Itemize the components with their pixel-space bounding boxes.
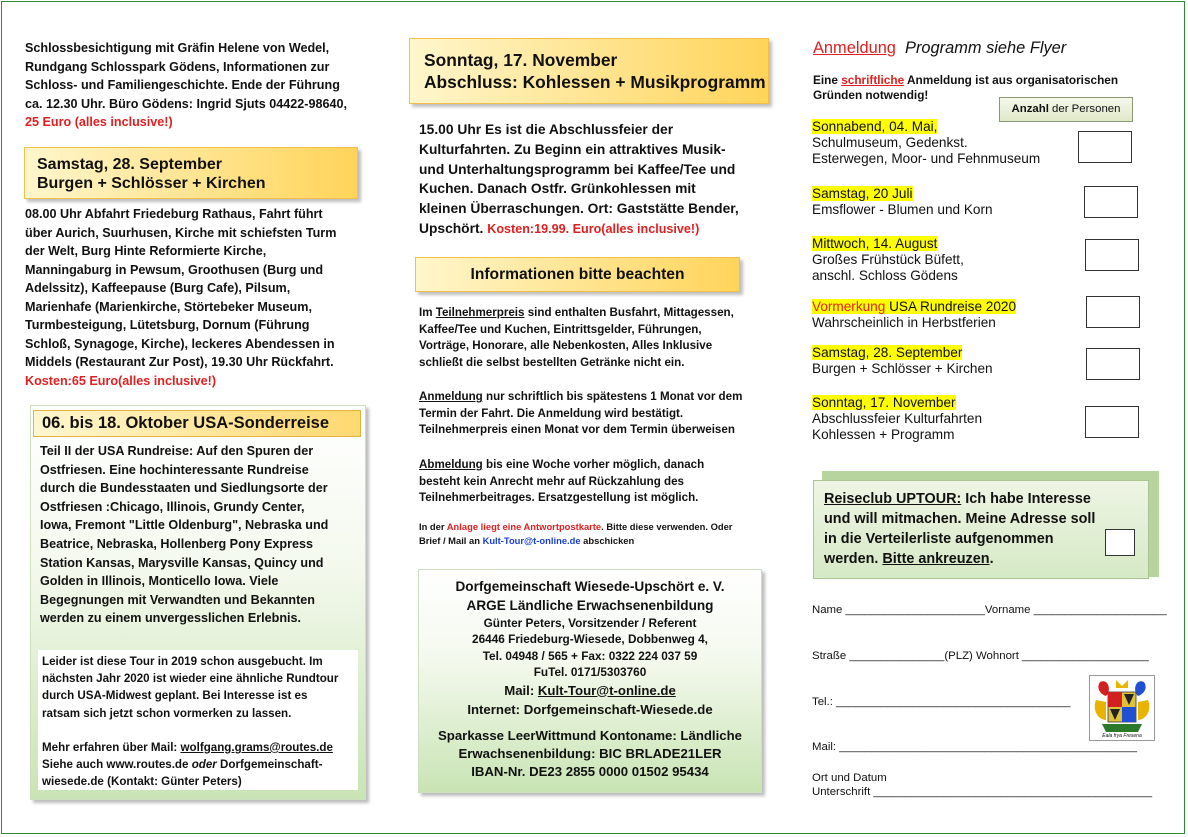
text-line: Teilnehmerpreis einen Monat vor dem Termin überweisen: [419, 423, 735, 437]
text-line: Teilnehmerbeitrages. Ersatzgestellung ist möglich.: [419, 491, 699, 505]
event-line: Esterwegen, Moor- und Fehnmuseum: [812, 151, 1041, 166]
event-date: Sonnabend, 04. Mai,: [812, 119, 938, 134]
text-line: Vorträge, Honorare, alle Nebenkosten, Alles Inklusive: [419, 339, 713, 353]
text-line: ratsam sich jetzt schon vormerken zu lassen.: [42, 706, 292, 720]
event-date: Samstag, 28. September: [812, 345, 963, 360]
text-line: ca. 12.30 Uhr. Büro Gödens: Ingrid Sjuts 04422-98640,: [25, 96, 347, 111]
text-line: sind enthalten Busfahrt, Mittagessen,: [524, 306, 734, 319]
text-line: Ostfriesen. Eine hochinteressante Rundreise: [40, 462, 309, 477]
text-line: Schloß, Synagoge, Kirche), leckeres Abendessen in: [25, 336, 335, 351]
coat-of-arms-icon: [1089, 675, 1155, 741]
text-line: Gründen notwendig!: [813, 88, 929, 102]
text-line: Beatrice, Nebraska, Hollenberg Pony Express: [40, 536, 313, 551]
text-line: Schloss- und Familiengeschichte. Ende der Führung: [25, 78, 340, 93]
text: Eine: [813, 73, 842, 87]
contact-line: 26446 Friedeburg-Wiesede, Dobbenweg 4,: [472, 632, 708, 647]
mail-label: Mail:: [504, 682, 538, 698]
more-info-oder: oder: [191, 758, 217, 772]
text-line: Kulturfahrten. Zu Beginn ein attraktives Musik-: [419, 141, 726, 157]
text-line: Begegnungen mit Verwandten und Bekannten: [40, 592, 315, 607]
event-line: Emsflower - Blumen und Korn: [812, 202, 993, 217]
text-line: Golden in Illinois, Monticello Iowa. Viele: [40, 574, 279, 589]
text: abschicken: [580, 535, 635, 546]
more-info-line-2: [42, 756, 354, 773]
persons-box-august[interactable]: [1085, 239, 1139, 271]
text-line: Iowa, Fremont "Little Oldenburg", Nebraska und: [40, 518, 329, 533]
september-title: Burgen + Schlösser + Kirchen: [37, 175, 266, 192]
text-line: bis eine Woche vorher möglich, danach: [482, 458, 705, 471]
event-line: Wahrscheinlich in Herbstferien: [812, 315, 996, 330]
november-title: Abschluss: Kohlessen + Musikprogramm: [424, 72, 766, 92]
event-september: [812, 345, 1072, 377]
info-block-4: [419, 520, 784, 548]
september-header: [24, 147, 358, 199]
text-line: Adelssitz), Kaffeepause (Burg Cafe), Pilsum,: [25, 281, 291, 295]
text-line: durch USA-Midwest geplant. Bei Interesse ist es: [42, 689, 308, 703]
text-line: Manningaburg in Pewsum, Groothusen (Burg und: [25, 262, 324, 277]
event-may: [812, 119, 1072, 167]
november-description: [419, 120, 779, 240]
event-line: Schulmuseum, Gedenkst.: [812, 135, 968, 150]
anmeldung-title: Anmeldung: [813, 39, 896, 57]
organizer-subtitle: ARGE Ländliche Erwachsenenbildung: [466, 598, 714, 613]
persons-box-usa[interactable]: [1086, 296, 1140, 328]
text-line: in die Verteilerliste aufgenommen: [824, 531, 1054, 547]
anzahl-bold: Anzahl: [1011, 103, 1049, 115]
bank-line: Erwachsenenbildung: BIC BRLADE21LER: [458, 746, 722, 762]
more-info-text: Siehe auch www.routes.de: [42, 758, 192, 772]
september-price: Kosten:65 Euro(alles inclusive!): [25, 373, 217, 388]
more-info-text: Dorfgemeinschaft-: [216, 758, 323, 772]
persons-box-july[interactable]: [1084, 186, 1138, 218]
organizer-mail-link[interactable]: Kult-Tour@t-online.de: [537, 682, 676, 698]
mail-field[interactable]: Mail: _______________________________________________: [812, 741, 1137, 753]
text-line: über Aurich, Suurhusen, Kirche mit schiefsten Turm: [25, 225, 337, 240]
persons-box-november[interactable]: [1085, 406, 1139, 438]
anlage-note: Anlage liegt eine Antwortpostkarte: [446, 521, 602, 532]
november-price: Kosten:19.99. Euro(alles inclusive!): [487, 221, 700, 236]
text-line: Middels (Restaurant Zur Post), 19.30 Uhr Rückfahrt.: [25, 355, 334, 369]
more-info-line-3: wiesede.de (Kontakt: Günter Peters): [42, 775, 242, 789]
text-line: Schlossbesichtigung mit Gräfin Helene von Wedel,: [25, 41, 330, 55]
text-line: 08.00 Uhr Abfahrt Friedeburg Rathaus, Fahrt führt: [25, 207, 323, 221]
text-line: Termin der Fahrt. Die Anmeldung wird bestätigt.: [419, 406, 684, 420]
schriftliche-term: schriftliche: [841, 73, 905, 87]
usa-trip-box: [30, 405, 366, 800]
text-line: kleinen Überraschungen. Ort: Gaststätte Bender,: [419, 201, 739, 217]
text-line: Im: [419, 306, 436, 319]
organizer-name: Dorfgemeinschaft Wiesede-Upschört e. V.: [455, 579, 725, 594]
november-header: [409, 38, 769, 104]
text-line: der Welt, Burg Hinte Reformierte Kirche,: [25, 244, 267, 258]
text: . Bitte diese verwenden. Oder: [601, 521, 733, 532]
info-header: Informationen bitte beachten: [415, 257, 740, 292]
text: In der: [419, 521, 447, 532]
event-line: Burgen + Schlösser + Kirchen: [812, 361, 993, 376]
event-line: Abschlussfeier Kulturfahrten: [812, 411, 983, 426]
anmeldung-term: Anmeldung: [419, 390, 483, 403]
event-line: Kohlessen + Programm: [812, 427, 955, 442]
november-date: Sonntag, 17. November: [424, 50, 618, 70]
event-line: Großes Frühstück Büfett,: [812, 252, 964, 267]
event-july: [812, 186, 1072, 218]
bank-line: IBAN-Nr. DE23 2855 0000 01502 95434: [471, 764, 709, 780]
contact-line: FuTel. 0171/5303760: [533, 665, 647, 680]
text-line: Marienhafe (Marienkirche, Störtebeker Museum,: [25, 299, 312, 314]
abmeldung-term: Abmeldung: [419, 458, 483, 471]
text-line: Leider ist diese Tour in 2019 schon ausgebucht. Im: [42, 655, 323, 668]
text-line: Teil II der USA Rundreise: Auf den Spuren der: [40, 444, 314, 458]
text-line: 15.00 Uhr Es ist die Abschlussfeier der: [419, 122, 674, 137]
text: werden.: [824, 551, 883, 567]
text-line: durch die Bundesstaaten und Siedlungsorte der: [40, 481, 328, 496]
text-line: Upschört.: [419, 220, 488, 236]
usa-trip-description: [40, 442, 360, 628]
signature-field[interactable]: Unterschrift ____________________________________________: [812, 786, 1153, 798]
reiseclub-title: Reiseclub UPTOUR:: [824, 491, 962, 507]
more-info-line: [42, 739, 354, 756]
address-field[interactable]: Straße _______________(PLZ) Wohnort ____________________: [812, 650, 1149, 662]
event-date: Samstag, 20 Juli: [812, 186, 913, 201]
event-usa-2020: [812, 299, 1072, 331]
event-november: [812, 395, 1072, 443]
text-line: Station Kansas, Marysville Kansas, Quincy und: [40, 555, 324, 570]
september-description: [25, 205, 375, 390]
text-line: nur schriftlich bis spätestens 1 Monat vor dem: [482, 390, 743, 403]
text-line: Turmbesteigung, Lütetsburg, Dornum (Führung: [25, 318, 310, 332]
more-info-mail-link[interactable]: wolfgang.grams@routes.de: [180, 740, 333, 754]
text-line: werden zu einem unvergesslichen Erlebnis.: [40, 611, 302, 626]
event-line: anschl. Schloss Gödens: [812, 268, 958, 283]
vormerkung-label: Vormerkung: [812, 299, 886, 314]
text: Brief / Mail an: [419, 535, 483, 546]
text-line: und will mitmachen. Meine Adresse soll: [824, 511, 1096, 527]
anzahl-rest: der Personen: [1048, 103, 1121, 115]
reiseclub-checkbox[interactable]: [1105, 529, 1135, 556]
info-block-2: [419, 389, 784, 439]
september-date: Samstag, 28. September: [37, 156, 222, 173]
crest-motto: Eala frya Fresena: [1102, 733, 1142, 739]
event-date: USA Rundreise 2020: [885, 299, 1017, 314]
text: Anmeldung ist aus organisatorischen: [904, 73, 1119, 87]
castle-tour-intro: [25, 39, 375, 132]
anmeldung-heading: [813, 39, 1066, 58]
text-line: nächsten Jahr 2020 ist wieder eine ähnliche Rundtour: [42, 672, 339, 686]
text-line: schließt die selbst bestellten Getränke nicht ein.: [419, 355, 685, 369]
usa-trip-note: [38, 650, 358, 790]
info-block-3: [419, 457, 784, 507]
event-date: Sonntag, 17. November: [812, 395, 956, 410]
event-august: [812, 236, 1072, 284]
text: .: [989, 551, 994, 567]
text-line: Ostfriesen :Chicago, Illinois, Grundy Center,: [40, 499, 305, 514]
teilnehmerpreis-term: Teilnehmerpreis: [435, 306, 525, 319]
place-date-label: Ort und Datum: [812, 772, 887, 784]
text: Ich habe Interesse: [961, 491, 1091, 507]
text-line: Kaffee/Tee und Kuchen, Eintrittsgelder, Führungen,: [419, 322, 702, 336]
phone-field[interactable]: Tel.: _____________________________________: [812, 696, 1071, 708]
contact-line: Günter Peters, Vorsitzender / Referent: [483, 616, 697, 630]
info-block-1: [419, 305, 784, 371]
bitte-ankreuzen: Bitte ankreuzen: [882, 551, 990, 567]
kult-tour-mail-link[interactable]: Kult-Tour@t-online.de: [482, 535, 581, 546]
event-date: Mittwoch, 14. August: [812, 236, 938, 251]
intro-price: 25 Euro (alles inclusive!): [25, 115, 173, 130]
organizer-internet: Internet: Dorfgemeinschaft-Wiesede.de: [467, 701, 713, 717]
text-line: Rundgang Schlosspark Gödens, Informationen zur: [25, 59, 330, 74]
bank-line: Sparkasse LeerWittmund Kontoname: Ländliche: [438, 727, 742, 743]
persons-box-may[interactable]: [1078, 131, 1132, 163]
text-line: besteht kein Anrecht mehr auf Rückzahlung des: [419, 474, 684, 488]
contact-line: Tel. 04948 / 565 + Fax: 0322 224 037 59: [482, 648, 698, 663]
name-field[interactable]: Name ______________________Vorname _____________________: [812, 604, 1167, 616]
persons-box-september[interactable]: [1086, 348, 1140, 380]
text-line: und Unterhaltungsprogramm bei Kaffee/Tee und: [419, 161, 736, 177]
organizer-box: [418, 569, 762, 793]
usa-trip-header: 06. bis 18. Oktober USA-Sonderreise: [33, 410, 361, 437]
reiseclub-box: [813, 480, 1149, 579]
text-line: Kuchen. Danach Ostfr. Grünkohlessen mit: [419, 181, 696, 197]
programm-hint: Programm siehe Flyer: [905, 39, 1067, 57]
more-info-prefix: Mehr erfahren über Mail:: [42, 740, 181, 754]
